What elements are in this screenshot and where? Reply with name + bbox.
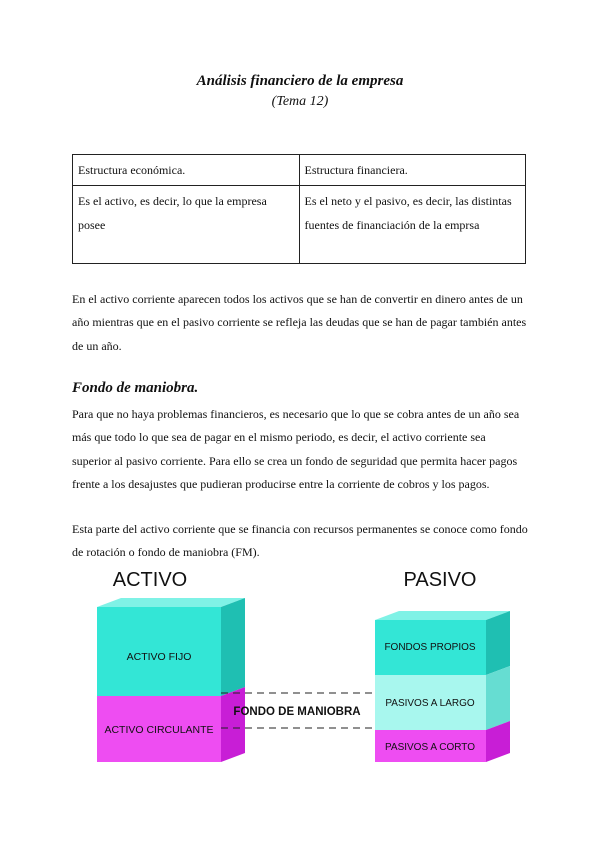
activo-fijo-side bbox=[221, 598, 245, 696]
structure-table bbox=[72, 154, 526, 264]
pasivos-largo-label: PASIVOS A LARGO bbox=[385, 698, 475, 709]
fondo-maniobra-label: FONDO DE MANIOBRA bbox=[233, 706, 361, 718]
document-subtitle: (Tema 12) bbox=[271, 94, 329, 109]
paragraph-activo-corriente: En el activo corriente aparecen todos los activos que se han de convertir en dinero antes de un año mientras que en el pasivo corriente se refleja las deudas que se han de pagar también antes de un año. bbox=[72, 292, 527, 353]
fondos-propios-label: FONDOS PROPIOS bbox=[384, 642, 476, 653]
fondo-maniobra-diagram bbox=[0, 560, 600, 770]
fondos-propios-side bbox=[486, 611, 510, 675]
table-row bbox=[73, 155, 526, 186]
table-header-financiera: Estructura financiera. bbox=[299, 155, 526, 186]
pasivos-largo-side bbox=[486, 666, 510, 730]
activo-circulante-side bbox=[221, 687, 245, 762]
document-title: Análisis financiero de la empresa bbox=[196, 73, 404, 89]
table-header-economica: Estructura económica. bbox=[73, 155, 300, 186]
pasivos-corto-label: PASIVOS A CORTO bbox=[384, 742, 476, 753]
paragraph-fondo-maniobra: Para que no haya problemas financieros, es necesario que lo que se cobra antes de un año sea más que todo lo que sea de pagar en el mismo periodo, es decir, el activo corriente sea superior al pasivo corriente. Para ello se crea un fondo de seguridad que permita hacer pagos frente a los desajustes que pudieran producirse entre la corriente de cobros y los pagos. bbox=[72, 407, 520, 492]
pasivo-title: PASIVO bbox=[403, 569, 477, 591]
table-cell-pasivo: Es el neto y el pasivo, es decir, las distintas fuentes de financiación de la emprsa bbox=[299, 186, 526, 264]
activo-circulante-label: ACTIVO CIRCULANTE bbox=[104, 724, 214, 736]
activo-fijo-label: ACTIVO FIJO bbox=[126, 651, 192, 663]
section-heading: Fondo de maniobra. bbox=[72, 380, 199, 396]
activo-top-face bbox=[97, 598, 245, 607]
activo-block bbox=[97, 598, 245, 762]
pasivo-block bbox=[375, 611, 510, 762]
table-row bbox=[73, 186, 526, 264]
paragraph-fondo-rotacion: Esta parte del activo corriente que se financia con recursos permanentes se conoce como fondo de rotación o fondo de maniobra (FM). bbox=[72, 522, 528, 560]
activo-title: ACTIVO bbox=[112, 569, 188, 591]
table-cell-activo: Es el activo, es decir, lo que la empresa posee bbox=[73, 186, 300, 264]
